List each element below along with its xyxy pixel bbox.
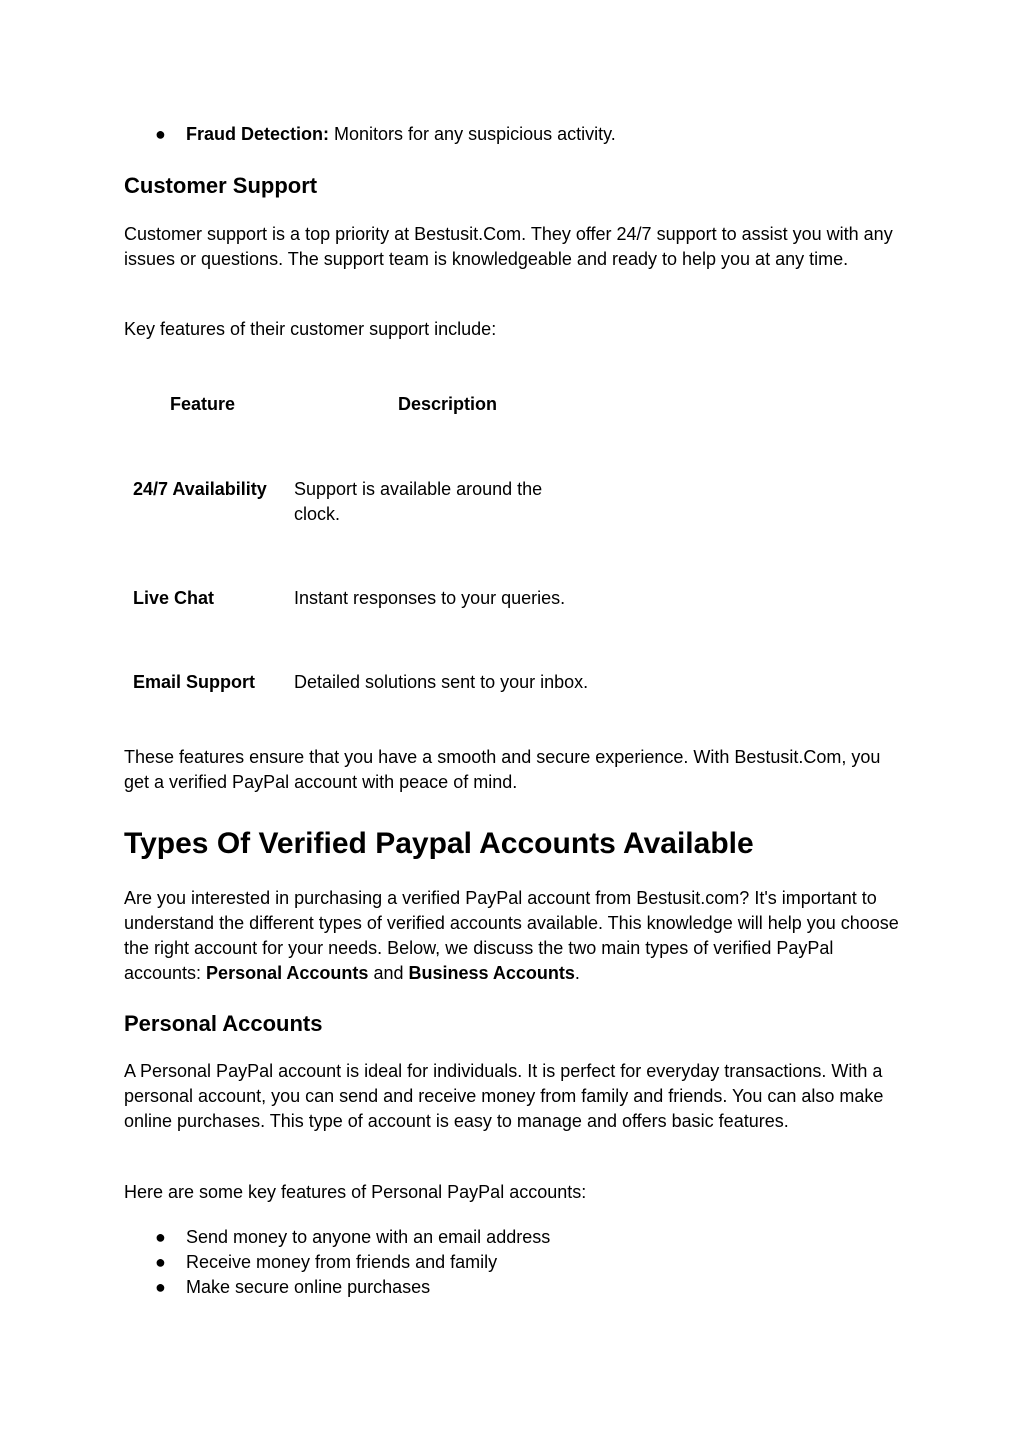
features-summary-paragraph: These features ensure that you have a smooth and secure experience. With Bestusit.Com, you get a verified PayPal account with peace of mind.	[124, 747, 881, 792]
bullet-marker: ●	[155, 1227, 166, 1247]
types-intro-text: Are you interested in purchasing a verified PayPal account from Bestusit.com? It's important to understand the different types of verified accounts available. This knowledge will help you choose the right account for your needs. Below, we discuss the two main types of verified PayPal accounts:	[124, 888, 899, 983]
table-header-feature: Feature	[170, 394, 236, 414]
personal-accounts-paragraph: A Personal PayPal account is ideal for individuals. It is perfect for everyday transactions. With a personal account, you can send and receive money from family and friends. You can also make online purchases. This type of account is easy to manage and offers basic features.	[124, 1061, 884, 1131]
personal-features-intro: Here are some key features of Personal PayPal accounts:	[124, 1182, 587, 1202]
period-text: .	[574, 963, 580, 983]
types-section-heading: Types Of Verified Paypal Accounts Available	[124, 827, 754, 860]
table-cell-feature: Live Chat	[133, 588, 215, 608]
customer-support-paragraph: Customer support is a top priority at Bestusit.Com. They offer 24/7 support to assist you with any issues or questions. The support team is knowledgeable and ready to help you at any time.	[124, 224, 893, 269]
key-features-intro: Key features of their customer support include:	[124, 319, 497, 339]
bullet-marker: ●	[155, 1277, 166, 1297]
table-cell-feature: Email Support	[133, 672, 256, 692]
list-item	[155, 1275, 430, 1300]
personal-accounts-label: Personal Accounts	[206, 963, 369, 983]
personal-accounts-heading: Personal Accounts	[124, 1011, 323, 1036]
table-cell-description: Detailed solutions sent to your inbox.	[294, 672, 589, 692]
table-cell-description: Instant responses to your queries.	[294, 588, 566, 608]
list-item-text: Receive money from friends and family	[186, 1252, 498, 1272]
fraud-detection-text: Monitors for any suspicious activity.	[329, 124, 616, 144]
bullet-marker: ●	[155, 124, 166, 144]
types-intro-paragraph	[124, 886, 904, 986]
list-item	[155, 1250, 497, 1275]
table-cell-description: Support is available around the clock.	[294, 479, 543, 524]
list-item-text: Send money to anyone with an email address	[186, 1227, 551, 1247]
business-accounts-label: Business Accounts	[408, 963, 575, 983]
list-item-text: Make secure online purchases	[186, 1277, 431, 1297]
and-text: and	[368, 963, 409, 983]
table-header-description: Description	[398, 394, 498, 414]
bullet-marker: ●	[155, 1252, 166, 1272]
table-cell-feature: 24/7 Availability	[133, 479, 267, 499]
list-item	[155, 1225, 550, 1250]
fraud-detection-term: Fraud Detection:	[186, 124, 330, 144]
customer-support-heading: Customer Support	[124, 173, 318, 198]
list-item-fraud-detection	[155, 122, 616, 147]
